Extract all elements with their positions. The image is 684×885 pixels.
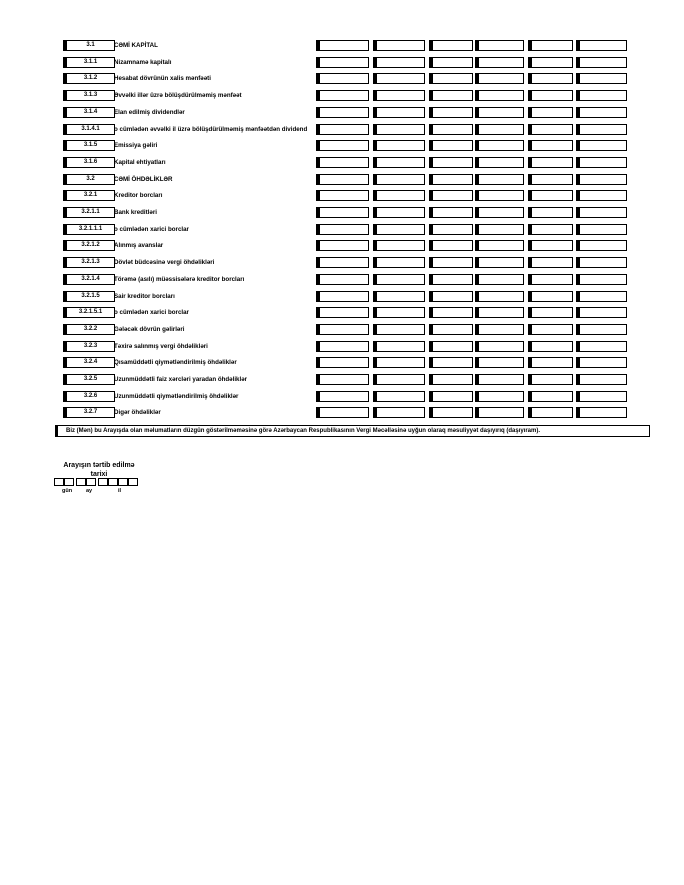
row-code: 3.2.1.4 (63, 274, 115, 285)
table-row (0, 407, 684, 418)
table-row (0, 73, 684, 84)
value-field-5[interactable] (528, 324, 573, 335)
value-field-2[interactable] (373, 307, 425, 318)
value-field-6[interactable] (576, 124, 627, 135)
value-field-5[interactable] (528, 307, 573, 318)
value-field-2[interactable] (373, 124, 425, 135)
row-code: 3.2.1 (63, 190, 115, 201)
value-field-1[interactable] (316, 274, 369, 285)
value-field-1[interactable] (316, 140, 369, 151)
row-label: Uzunmüddətli qiymətləndirilmiş öhdəliklər (114, 392, 239, 400)
value-field-6[interactable] (576, 257, 627, 268)
value-field-5[interactable] (528, 107, 573, 118)
row-code: 3.2.1.2 (63, 240, 115, 251)
value-field-5[interactable] (528, 224, 573, 235)
value-field-2[interactable] (373, 207, 425, 218)
value-field-2[interactable] (373, 407, 425, 418)
value-field-1[interactable] (316, 57, 369, 68)
value-field-6[interactable] (576, 140, 627, 151)
value-field-6[interactable] (576, 40, 627, 51)
row-label: o cümlədən əvvəlki il üzrə bölüşdürülməmiş mənfəətdən dividend (114, 125, 308, 133)
row-code: 3.2.4 (63, 357, 115, 368)
row-label: Elan edilmiş dividendlər (114, 108, 185, 116)
value-field-6[interactable] (576, 407, 627, 418)
value-field-2[interactable] (373, 291, 425, 302)
value-field-4[interactable] (475, 291, 524, 302)
value-field-3[interactable] (429, 357, 473, 368)
value-field-1[interactable] (316, 307, 369, 318)
row-label: Kapital ehtiyatları (114, 158, 166, 166)
date-day-label: gün (62, 488, 73, 494)
row-code: 3.2.1.3 (63, 257, 115, 268)
value-field-1[interactable] (316, 341, 369, 352)
value-field-6[interactable] (576, 90, 627, 101)
value-field-1[interactable] (316, 224, 369, 235)
value-field-3[interactable] (429, 124, 473, 135)
value-field-1[interactable] (316, 124, 369, 135)
date-month-digit-2[interactable] (86, 478, 96, 486)
value-field-4[interactable] (475, 341, 524, 352)
table-row (0, 240, 684, 251)
value-field-3[interactable] (429, 257, 473, 268)
value-field-2[interactable] (373, 391, 425, 402)
value-field-2[interactable] (373, 357, 425, 368)
row-label: Qısamüddətli qiymətləndirilmiş öhdəliklər (114, 359, 237, 367)
value-field-2[interactable] (373, 274, 425, 285)
row-code: 3.1.2 (63, 73, 115, 84)
row-code: 3.2.7 (63, 407, 115, 418)
row-code: 3.2.1.5.1 (63, 307, 115, 318)
value-field-5[interactable] (528, 374, 573, 385)
value-field-2[interactable] (373, 374, 425, 385)
row-label: CƏMİ ÖHDƏLİKLƏR (114, 175, 173, 183)
value-field-4[interactable] (475, 374, 524, 385)
row-code: 3.1.4 (63, 107, 115, 118)
value-field-1[interactable] (316, 407, 369, 418)
date-month-digit-1[interactable] (76, 478, 86, 486)
value-field-1[interactable] (316, 157, 369, 168)
value-field-2[interactable] (373, 224, 425, 235)
table-row (0, 174, 684, 185)
value-field-3[interactable] (429, 57, 473, 68)
value-field-1[interactable] (316, 291, 369, 302)
row-code: 3.2.1.1.1 (63, 224, 115, 235)
value-field-2[interactable] (373, 341, 425, 352)
value-field-3[interactable] (429, 207, 473, 218)
value-field-1[interactable] (316, 207, 369, 218)
value-field-4[interactable] (475, 107, 524, 118)
value-field-6[interactable] (576, 224, 627, 235)
date-year-digit-1[interactable] (98, 478, 108, 486)
table-row (0, 40, 684, 51)
table-row (0, 124, 684, 135)
date-day-digit-1[interactable] (54, 478, 64, 486)
value-field-5[interactable] (528, 190, 573, 201)
table-row (0, 391, 684, 402)
value-field-6[interactable] (576, 190, 627, 201)
value-field-3[interactable] (429, 90, 473, 101)
value-field-4[interactable] (475, 73, 524, 84)
value-field-4[interactable] (475, 140, 524, 151)
row-code: 3.1.5 (63, 140, 115, 151)
value-field-6[interactable] (576, 374, 627, 385)
value-field-4[interactable] (475, 324, 524, 335)
table-row (0, 224, 684, 235)
table-row (0, 107, 684, 118)
row-label: Dövlət büdcəsinə vergi öhdəlikləri (114, 259, 215, 267)
value-field-3[interactable] (429, 291, 473, 302)
row-label: o cümlədən xarici borclar (114, 309, 189, 317)
value-field-6[interactable] (576, 174, 627, 185)
value-field-5[interactable] (528, 73, 573, 84)
row-code: 3.2.2 (63, 324, 115, 335)
row-code: 3.1 (63, 40, 115, 51)
table-row (0, 157, 684, 168)
value-field-1[interactable] (316, 90, 369, 101)
value-field-2[interactable] (373, 73, 425, 84)
value-field-2[interactable] (373, 240, 425, 251)
date-year-digit-3[interactable] (118, 478, 128, 486)
row-code: 3.2.1.5 (63, 291, 115, 302)
value-field-3[interactable] (429, 240, 473, 251)
row-code: 3.2.5 (63, 374, 115, 385)
value-field-3[interactable] (429, 73, 473, 84)
value-field-5[interactable] (528, 391, 573, 402)
table-row (0, 57, 684, 68)
value-field-6[interactable] (576, 341, 627, 352)
row-label: Törəmə (asılı) müəssisələrə kreditor borcları (114, 275, 245, 283)
table-row (0, 374, 684, 385)
date-year-label: il (118, 488, 122, 494)
value-field-1[interactable] (316, 357, 369, 368)
row-label: o cümlədən xarici borclar (114, 225, 189, 233)
row-code: 3.2.1.1 (63, 207, 115, 218)
value-field-3[interactable] (429, 407, 473, 418)
value-field-3[interactable] (429, 107, 473, 118)
value-field-1[interactable] (316, 190, 369, 201)
table-row (0, 140, 684, 151)
date-title-line1: Arayışın tərtib edilmə (63, 462, 135, 469)
value-field-2[interactable] (373, 140, 425, 151)
value-field-2[interactable] (373, 40, 425, 51)
value-field-6[interactable] (576, 240, 627, 251)
value-field-5[interactable] (528, 57, 573, 68)
row-label: Əvvəlki illər üzrə bölüşdürülməmiş mənfəət (114, 92, 242, 100)
value-field-3[interactable] (429, 307, 473, 318)
row-label: Təxirə salınmış vergi öhdəlikləri (114, 342, 208, 350)
row-code: 3.2.3 (63, 341, 115, 352)
row-code: 3.1.6 (63, 157, 115, 168)
value-field-4[interactable] (475, 40, 524, 51)
value-field-6[interactable] (576, 157, 627, 168)
row-label: Digər öhdəliklər (114, 409, 161, 417)
row-label: Uzunmüddətli faiz xərcləri yaradan öhdəliklər (114, 376, 248, 383)
table-row (0, 291, 684, 302)
row-label: Hesabat dövrünün xalis mənfəəti (114, 75, 211, 83)
row-code: 3.2.6 (63, 391, 115, 402)
value-field-2[interactable] (373, 107, 425, 118)
table-row (0, 307, 684, 318)
value-field-4[interactable] (475, 407, 524, 418)
value-field-6[interactable] (576, 73, 627, 84)
value-field-5[interactable] (528, 174, 573, 185)
date-year-digit-2[interactable] (108, 478, 118, 486)
value-field-3[interactable] (429, 341, 473, 352)
row-label: Bank kreditləri (114, 209, 157, 216)
value-field-4[interactable] (475, 207, 524, 218)
value-field-5[interactable] (528, 257, 573, 268)
value-field-1[interactable] (316, 73, 369, 84)
value-field-4[interactable] (475, 124, 524, 135)
value-field-5[interactable] (528, 157, 573, 168)
value-field-2[interactable] (373, 190, 425, 201)
value-field-4[interactable] (475, 224, 524, 235)
table-row (0, 207, 684, 218)
value-field-6[interactable] (576, 324, 627, 335)
value-field-5[interactable] (528, 407, 573, 418)
row-code: 3.1.1 (63, 57, 115, 68)
form-table (0, 0, 684, 420)
value-field-1[interactable] (316, 240, 369, 251)
value-field-1[interactable] (316, 107, 369, 118)
table-row (0, 357, 684, 368)
row-label: Kreditor borcları (114, 192, 163, 200)
value-field-6[interactable] (576, 274, 627, 285)
value-field-1[interactable] (316, 257, 369, 268)
row-label: Sair kreditor borcları (114, 292, 175, 300)
value-field-5[interactable] (528, 40, 573, 51)
date-month-label: ay (86, 488, 93, 494)
value-field-3[interactable] (429, 157, 473, 168)
value-field-4[interactable] (475, 274, 524, 285)
value-field-5[interactable] (528, 240, 573, 251)
value-field-6[interactable] (576, 107, 627, 118)
value-field-3[interactable] (429, 374, 473, 385)
value-field-2[interactable] (373, 90, 425, 101)
value-field-5[interactable] (528, 124, 573, 135)
declaration-text: Biz (Mən) bu Arayışda olan məlumatların düzgün göstərilməməsinə görə Azərbaycan Respublikasının Vergi Məcəlləsinə uyğun olaraq məsuliyyət daşıyırıq (daşıyıram). (55, 425, 650, 437)
date-day-digit-2[interactable] (64, 478, 74, 486)
table-row (0, 274, 684, 285)
table-row (0, 190, 684, 201)
value-field-3[interactable] (429, 391, 473, 402)
value-field-1[interactable] (316, 324, 369, 335)
value-field-5[interactable] (528, 274, 573, 285)
value-field-4[interactable] (475, 257, 524, 268)
value-field-5[interactable] (528, 291, 573, 302)
date-year-digit-4[interactable] (128, 478, 138, 486)
value-field-5[interactable] (528, 341, 573, 352)
value-field-6[interactable] (576, 291, 627, 302)
value-field-4[interactable] (475, 90, 524, 101)
value-field-3[interactable] (429, 140, 473, 151)
value-field-1[interactable] (316, 374, 369, 385)
value-field-5[interactable] (528, 140, 573, 151)
value-field-6[interactable] (576, 57, 627, 68)
value-field-3[interactable] (429, 324, 473, 335)
value-field-3[interactable] (429, 40, 473, 51)
value-field-3[interactable] (429, 174, 473, 185)
row-code: 3.1.4.1 (63, 124, 115, 135)
row-label: Gələcək dövrün gəlirləri (114, 325, 185, 333)
value-field-3[interactable] (429, 190, 473, 201)
date-section-title (55, 461, 143, 479)
value-field-5[interactable] (528, 357, 573, 368)
value-field-3[interactable] (429, 224, 473, 235)
table-row (0, 90, 684, 101)
value-field-4[interactable] (475, 307, 524, 318)
row-label: Alınmış avanslar (114, 242, 164, 250)
value-field-1[interactable] (316, 40, 369, 51)
value-field-4[interactable] (475, 190, 524, 201)
value-field-2[interactable] (373, 257, 425, 268)
value-field-2[interactable] (373, 174, 425, 185)
row-label: CƏMİ KAPİTAL (114, 42, 158, 49)
table-row (0, 257, 684, 268)
table-row (0, 324, 684, 335)
value-field-5[interactable] (528, 207, 573, 218)
row-code: 3.2 (63, 174, 115, 185)
row-code: 3.1.3 (63, 90, 115, 101)
value-field-3[interactable] (429, 274, 473, 285)
value-field-1[interactable] (316, 174, 369, 185)
value-field-1[interactable] (316, 391, 369, 402)
value-field-4[interactable] (475, 157, 524, 168)
value-field-4[interactable] (475, 357, 524, 368)
row-label: Nizamnamə kapitalı (114, 58, 172, 66)
value-field-2[interactable] (373, 157, 425, 168)
value-field-4[interactable] (475, 174, 524, 185)
table-row (0, 341, 684, 352)
value-field-4[interactable] (475, 240, 524, 251)
value-field-6[interactable] (576, 207, 627, 218)
value-field-2[interactable] (373, 324, 425, 335)
value-field-4[interactable] (475, 391, 524, 402)
value-field-2[interactable] (373, 57, 425, 68)
value-field-6[interactable] (576, 357, 627, 368)
value-field-6[interactable] (576, 307, 627, 318)
date-title-line2: tarixi (90, 471, 108, 478)
value-field-6[interactable] (576, 391, 627, 402)
row-label: Emissiya gəliri (114, 142, 158, 150)
value-field-4[interactable] (475, 57, 524, 68)
value-field-5[interactable] (528, 90, 573, 101)
